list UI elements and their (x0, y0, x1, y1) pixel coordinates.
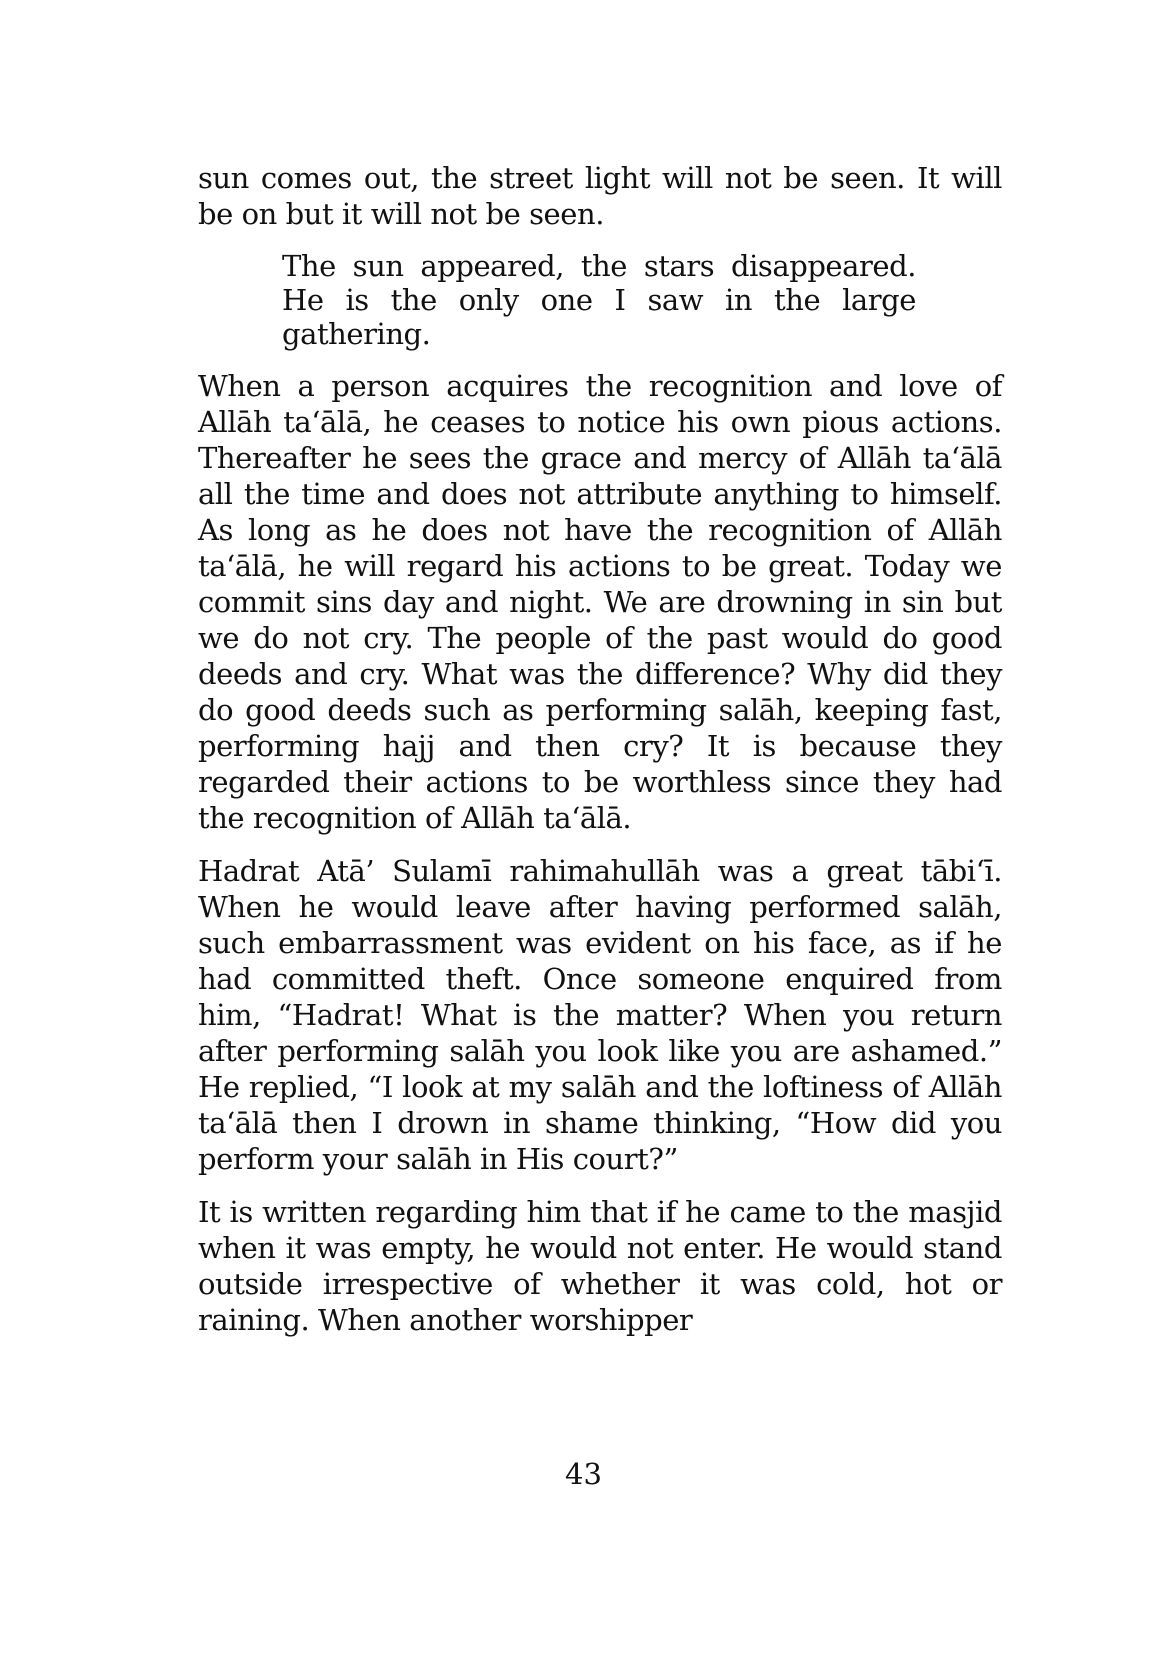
verse-line: gathering. (282, 317, 431, 351)
text-column (198, 160, 1002, 1355)
verse-line: The sun appeared, the stars disappeared. (282, 249, 916, 283)
paragraph-hadrat-ata: Hadrat Atā’ Sulamī rahimahullāh was a great tābi‘ī. When he would leave after having performed salāh, such embarrassment was evident on his face, as if he had committed theft. Once someone enquired from him, “Hadrat! What is the matter? When you return after performing salāh you look like you are ashamed.” He replied, “I look at my salāh and the loftiness of Allāh ta‘ālā then I drown in shame thinking, “How did you perform your salāh in His court?” (198, 854, 1002, 1176)
verse-block (282, 249, 916, 351)
verse-line: He is the only one I saw in the large (282, 283, 916, 317)
page-number: 43 (565, 1457, 602, 1491)
paragraph-masjid: It is written regarding him that if he came to the masjid when it was empty, he would not enter. He would stand outside irrespective of whether it was cold, hot or raining. When another worshipper (198, 1195, 1002, 1337)
paragraph-recognition: When a person acquires the recognition and love of Allāh ta‘ālā, he ceases to notice his own pious actions. Thereafter he sees the grace and mercy of Allāh ta‘ālā all the time and does not attribute anything to himself. As long as he does not have the recognition of Allāh ta‘ālā, he will regard his actions to be great. Today we commit sins day and night. We are drowning in sin but we do not cry. The people of the past would do good deeds and cry. What was the difference? Why did they do good deeds such as performing salāh, keeping fast, performing hajj and then cry? It is because they regarded their actions to be worthless since they had the recognition of Allāh ta‘ālā. (198, 369, 1002, 835)
paragraph-continuation: sun comes out, the street light will not be seen. It will be on but it will not be seen. (198, 161, 1002, 231)
